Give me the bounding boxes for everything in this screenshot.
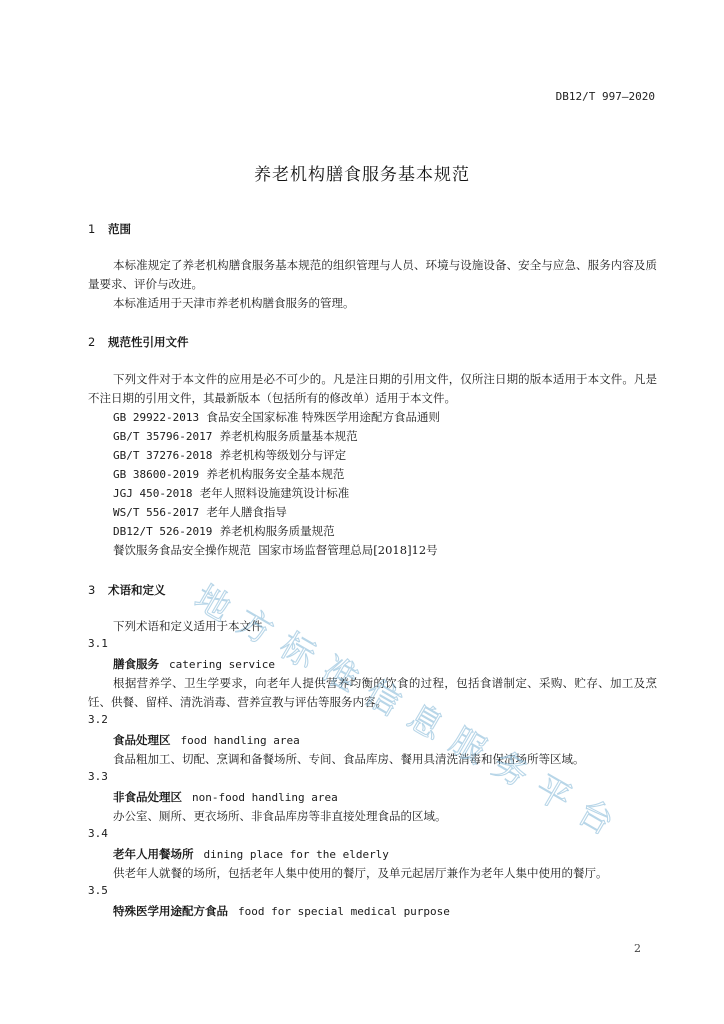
reference-title: 养老机构服务质量基本规范 (219, 429, 358, 443)
page-title: 养老机构膳食服务基本规范 (254, 165, 470, 185)
watermark-char: 准 (315, 648, 365, 701)
reference-item (113, 465, 344, 484)
scope-paragraph-2: 本标准适用于天津市养老机构膳食服务的管理。 (113, 296, 355, 310)
term-heading (113, 903, 450, 919)
term-definition: 根据营养学、卫生学要求，向老年人提供营养均衡的饮食的过程，包括食谱制定、采购、贮存、加工及烹饪、供餐、留样、清洗消毒、营养宣教与评估等服务内容。 (88, 676, 657, 709)
watermark-char: 地 (187, 577, 238, 630)
term-english: food handling area (180, 734, 300, 747)
term-definition: 办公室、厕所、更衣场所、非食品库房等非直接处理食品的区域。 (113, 809, 447, 823)
watermark-char: 务 (485, 744, 536, 796)
reference-title: 老年人膳食指导 (206, 505, 287, 519)
term-definition: 食品粗加工、切配、烹调和备餐场所、专间、食品库房、餐用具清洗消毒和保洁场所等区域。 (113, 752, 585, 766)
section-number: 3 (88, 583, 96, 597)
reference-code: WS/T 556-2017 (113, 506, 200, 519)
reference-title: 食品安全国家标准 特殊医学用途配方食品通则 (206, 410, 441, 424)
reference-title: 国家市场监督管理总局[2018]12号 (258, 543, 438, 557)
term-chinese: 特殊医学用途配方食品 (113, 904, 228, 918)
reference-code: GB 29922-2013 (113, 411, 200, 424)
section-title: 术语和定义 (108, 583, 166, 597)
reference-item (113, 541, 438, 560)
term-chinese: 非食品处理区 (113, 790, 182, 804)
section-1-heading (88, 221, 131, 237)
normative-intro-paragraph: 下列文件对于本文件的应用是必不可少的。凡是注日期的引用文件，仅所注日期的版本适用于本文件。凡是不注日期的引用文件，其最新版本（包括所有的修改单）适用于本文件。 (88, 372, 657, 405)
reference-code: DB12/T 526-2019 (113, 525, 213, 538)
term-number: 3.4 (88, 827, 108, 840)
watermark-char: 标 (272, 625, 323, 677)
term-chinese: 膳食服务 (113, 657, 159, 671)
scope-paragraph-1: 本标准规定了养老机构膳食服务基本规范的组织管理与人员、环境与设施设备、安全与应急、服务内容及质量要求、评价与改进。 (88, 258, 657, 291)
watermark-char: 服 (443, 720, 493, 772)
section-title: 范围 (108, 222, 131, 236)
reference-title: 老年人照料设施建筑设计标准 (199, 486, 350, 500)
page-number: 2 (634, 942, 641, 955)
reference-code: 餐饮服务食品安全操作规范 (113, 543, 251, 557)
watermark-char: 平 (528, 767, 578, 820)
term-chinese: 食品处理区 (113, 733, 171, 747)
section-3-heading (88, 582, 166, 598)
reference-item (113, 522, 335, 541)
reference-code: GB 38600-2019 (113, 468, 200, 481)
terms-intro-paragraph: 下列术语和定义适用于本文件 (113, 619, 263, 633)
term-chinese: 老年人用餐场所 (113, 847, 194, 861)
watermark-char: 方 (230, 601, 280, 654)
term-english: non-food handling area (192, 791, 338, 804)
term-number: 3.2 (88, 713, 108, 726)
term-number: 3.1 (88, 637, 108, 650)
document-code: DB12/T 997—2020 (555, 90, 655, 103)
section-2-heading (88, 334, 189, 350)
reference-item (113, 427, 358, 446)
term-heading (113, 846, 389, 862)
reference-code: GB/T 35796-2017 (113, 430, 213, 443)
term-english: catering service (169, 658, 275, 671)
reference-item (113, 408, 440, 427)
term-definition: 供老年人就餐的场所，包括老年人集中使用的餐厅，及单元起居厅兼作为老年人集中使用的餐厅。 (113, 866, 608, 880)
section-number: 1 (88, 222, 96, 236)
reference-title: 养老机构服务安全基本规范 (206, 467, 345, 481)
term-heading (113, 656, 275, 672)
term-number: 3.3 (88, 770, 108, 783)
section-number: 2 (88, 335, 96, 349)
reference-code: JGJ 450-2018 (113, 487, 193, 500)
term-heading (113, 732, 300, 748)
reference-title: 养老机构服务质量规范 (219, 524, 335, 538)
reference-title: 养老机构等级划分与评定 (219, 448, 347, 462)
term-number: 3.5 (88, 884, 108, 897)
term-english: food for special medical purpose (238, 905, 450, 918)
term-heading (113, 789, 338, 805)
reference-code: GB/T 37276-2018 (113, 449, 213, 462)
reference-item (113, 446, 346, 465)
watermark-char: 台 (570, 791, 621, 844)
term-english: dining place for the elderly (203, 848, 389, 861)
section-title: 规范性引用文件 (108, 335, 189, 349)
reference-item (113, 503, 287, 522)
watermark-char: 信 (357, 672, 408, 725)
reference-item (113, 484, 349, 503)
watermark-char: 息 (400, 696, 451, 749)
